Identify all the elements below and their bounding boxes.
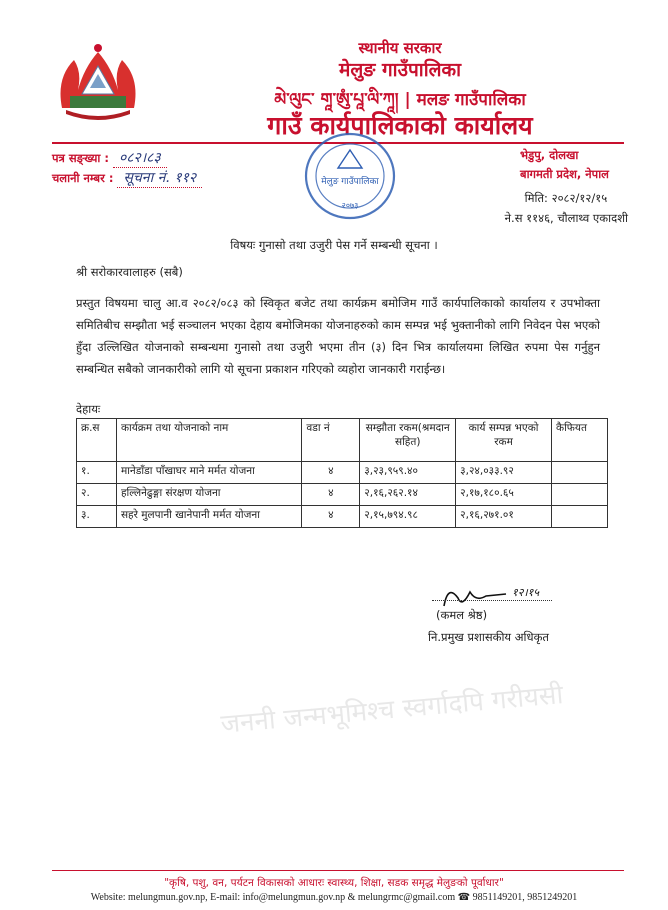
table-label: देहायः xyxy=(76,402,101,416)
cell-agreement: २,१६,२६२.१४ xyxy=(360,484,456,506)
col-sn: क्र.स xyxy=(77,419,117,462)
footer-motto: "कृषि, पशु, वन, पर्यटन विकासको आधारः स्वास्थ्य, शिक्षा, सडक समृद्ध मेलुङको पूर्वाधार" xyxy=(164,877,504,889)
table-row xyxy=(77,462,608,484)
header-tibetan-name: མེ་ལུང་ གཱ་ཨུཾ་པཱ་ལི་ཀཱ། xyxy=(274,90,399,110)
notice-body: प्रस्तुत विषयमा चालु आ.व २०८२/०८३ को स्विकृत बजेट तथा कार्यक्रम बमोजिम गाउँ कार्यपालिकाको कार्यालय र उपभोक्ता समितिबीच सम्झौता भई सञ्चालन भएका देहाय बमोजिमका योजनाहरुको काम सम्पन्न भई भुक्तानीको लागि निवेदन पेस भएको हुँदा उल्लिखित योजनाको सम्बन्धमा गुनासो तथा उजुरी भएमा तीन (३) दिन भित्र कार्यालयमा लिखित रुपमा पेस गर्नुहुन सम्बन्धित सबैको जानकारीको लागि यो सूचना प्रकाशन गरिएको व्यहोरा जानकारी गराईन्छ। xyxy=(76,296,600,376)
patra-value: ०८२।८३ xyxy=(113,148,167,168)
cell-completed: २,१६,२७१.०१ xyxy=(456,506,552,528)
signatory-name: (कमल श्रेष्ठ) xyxy=(436,608,488,622)
col-remarks: कैफियत xyxy=(552,419,608,462)
miti-label: मिति: xyxy=(524,191,548,205)
patra-label: पत्र सङ्ख्या : xyxy=(52,151,109,165)
miti-value: २०८२/१२/१५ xyxy=(551,191,608,205)
cell-agreement: २,१५,७९४.९८ xyxy=(360,506,456,528)
project-table xyxy=(76,418,608,528)
date-block xyxy=(505,188,628,228)
nepal-sambat: ने.स ११४६, चौलाथ्व एकादशी xyxy=(504,211,628,225)
cell-name: सहरे मुलपानी खानेपानी मर्मत योजना xyxy=(116,506,301,528)
cell-sn: ३. xyxy=(77,506,117,528)
chalani-number xyxy=(52,168,202,188)
stamp-year: २०७३ xyxy=(341,201,359,210)
cell-ward: ४ xyxy=(302,506,360,528)
header-devanagari-name: मलङ गाउँपालिका xyxy=(416,90,526,110)
col-agreement: सम्झौता रकम(श्रमदान सहित) xyxy=(360,419,456,462)
table-header-row xyxy=(77,419,608,462)
cell-name: हल्लिनेढुङ्गा संरक्षण योजना xyxy=(116,484,301,506)
signatory-title: नि.प्रमुख प्रशासकीय अधिकृत xyxy=(428,630,549,644)
cell-remarks xyxy=(552,462,608,484)
signature-line xyxy=(432,600,552,601)
cell-ward: ४ xyxy=(302,462,360,484)
cell-agreement: ३,२३,९५९.४० xyxy=(360,462,456,484)
col-ward: वडा नं xyxy=(302,419,360,462)
nepal-emblem-icon xyxy=(52,38,144,122)
cell-ward: ४ xyxy=(302,484,360,506)
table-row xyxy=(77,506,608,528)
header-municipality-name: मेलुङ गाउँपालिका xyxy=(338,59,462,81)
header-local-government: स्थानीय सरकार xyxy=(358,39,442,57)
cell-sn: २. xyxy=(77,484,117,506)
footer-divider xyxy=(52,870,624,871)
watermark-motto: जननी जन्मभूमिश्च स्वर्गादपि गरीयसी xyxy=(219,680,565,740)
cell-completed: ३,२४,०३३.९२ xyxy=(456,462,552,484)
cell-sn: १. xyxy=(77,462,117,484)
col-completed: कार्य सम्पन्न भएको रकम xyxy=(456,419,552,462)
subject-line: विषयः गुनासो तथा उजुरी पेस गर्ने सम्बन्धी सूचना । xyxy=(230,238,438,252)
header-office-title: गाउँ कार्यपालिकाको कार्यालय xyxy=(267,111,533,140)
location-line1: भेडुपु, दोलखा xyxy=(520,148,579,162)
cell-remarks xyxy=(552,506,608,528)
office-stamp xyxy=(300,128,400,224)
signature-date: १२।१५ xyxy=(512,586,540,599)
stamp-text: मेलुङ गाउँपालिका xyxy=(321,177,379,187)
patra-sankhya xyxy=(52,148,167,168)
chalani-label: चलानी नम्बर : xyxy=(52,171,114,185)
salutation: श्री सरोकारवालाहरु (सबै) xyxy=(76,265,183,279)
cell-completed: २,१७,१८०.६५ xyxy=(456,484,552,506)
cell-name: मानेडाँडा पाँखाघर माने मर्मत योजना xyxy=(116,462,301,484)
cell-remarks xyxy=(552,484,608,506)
chalani-value: सूचना नं. ११२ xyxy=(117,168,202,188)
location xyxy=(520,148,609,182)
footer-contact: Website: melungmun.gov.np, E-mail: info@melungmun.gov.np & melungrmc@gmail.com ☎ 9851149201, 9851249201 xyxy=(90,892,578,903)
table-row xyxy=(77,484,608,506)
header-municipality-bilingual: མེ་ལུང་ གཱ་ཨུཾ་པཱ་ལི་ཀཱ། | मलङ गाउँपालिका xyxy=(274,90,526,110)
col-name: कार्यक्रम तथा योजनाको नाम xyxy=(116,419,301,462)
location-line2: बागमती प्रदेश, नेपाल xyxy=(520,167,609,181)
